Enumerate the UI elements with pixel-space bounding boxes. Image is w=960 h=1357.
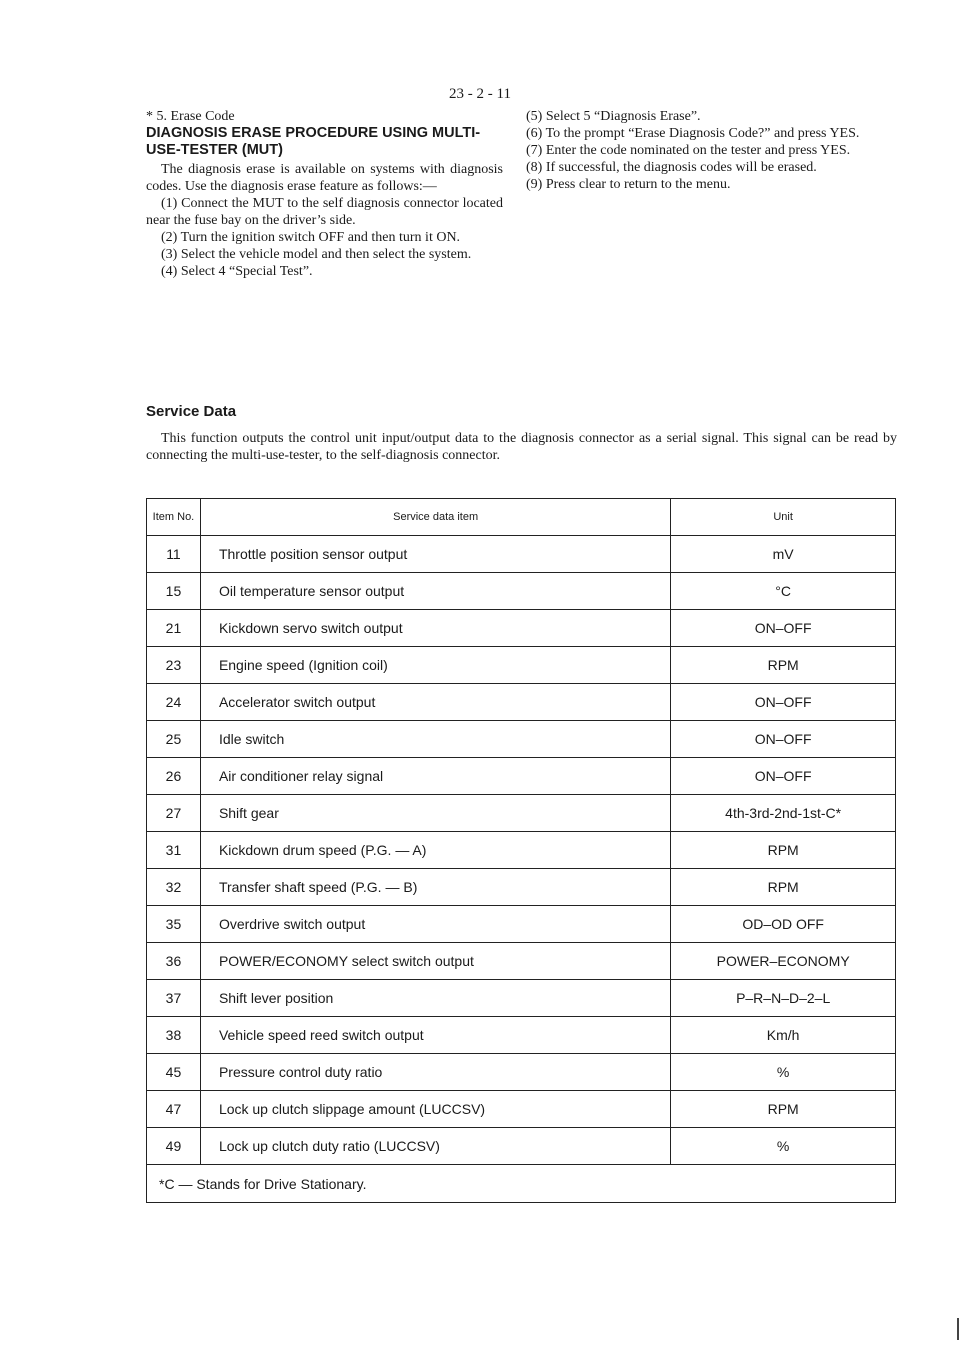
page-number: 23 - 2 - 11 [449, 86, 511, 102]
scan-mark-line [957, 1318, 959, 1340]
table-row [147, 980, 896, 1017]
unit: POWER–ECONOMY [671, 943, 896, 980]
service-data-item: Pressure control duty ratio [200, 1054, 670, 1091]
unit: RPM [671, 832, 896, 869]
item-number: 27 [147, 795, 201, 832]
unit: ON–OFF [671, 684, 896, 721]
service-data-item: Throttle position sensor output [200, 536, 670, 573]
step-6: (6) To the prompt “Erase Diagnosis Code?” and press YES. [526, 126, 860, 141]
step-9: (9) Press clear to return to the menu. [526, 177, 731, 192]
item-number: 23 [147, 647, 201, 684]
item-number: 49 [147, 1128, 201, 1165]
table-row [147, 684, 896, 721]
unit: 4th-3rd-2nd-1st-C* [671, 795, 896, 832]
service-data-item: Lock up clutch slippage amount (LUCCSV) [200, 1091, 670, 1128]
unit: Km/h [671, 1017, 896, 1054]
service-data-item: Engine speed (Ignition coil) [200, 647, 670, 684]
service-data-heading: Service Data [146, 403, 237, 420]
item-number: 25 [147, 721, 201, 758]
step-8: (8) If successful, the diagnosis codes will be erased. [526, 160, 817, 175]
section-marker: * 5. Erase Code [146, 109, 235, 124]
table-row [147, 795, 896, 832]
footnote: *C — Stands for Drive Stationary. [147, 1165, 896, 1203]
item-number: 32 [147, 869, 201, 906]
unit: RPM [671, 1091, 896, 1128]
unit: ON–OFF [671, 758, 896, 795]
table-row [147, 832, 896, 869]
unit: RPM [671, 869, 896, 906]
table-row [147, 1017, 896, 1054]
footnote-row [147, 1165, 896, 1203]
item-number: 35 [147, 906, 201, 943]
table-row [147, 573, 896, 610]
unit: P–R–N–D–2–L [671, 980, 896, 1017]
unit: % [671, 1054, 896, 1091]
table-row [147, 906, 896, 943]
service-data-item: Accelerator switch output [200, 684, 670, 721]
service-data-item: Shift gear [200, 795, 670, 832]
service-data-item: Kickdown drum speed (P.G. — A) [200, 832, 670, 869]
table-row [147, 536, 896, 573]
item-number: 26 [147, 758, 201, 795]
item-number: 15 [147, 573, 201, 610]
unit: % [671, 1128, 896, 1165]
unit: ON–OFF [671, 610, 896, 647]
table-row [147, 869, 896, 906]
service-data-table [146, 498, 896, 1203]
step-2: (2) Turn the ignition switch OFF and then turn it ON. [161, 230, 461, 245]
unit: mV [671, 536, 896, 573]
item-number: 38 [147, 1017, 201, 1054]
table-row [147, 610, 896, 647]
left-column [146, 108, 503, 280]
item-number: 47 [147, 1091, 201, 1128]
item-number: 36 [147, 943, 201, 980]
service-data-table-wrapper [146, 498, 896, 1203]
item-number: 11 [147, 536, 201, 573]
service-data-item: Air conditioner relay signal [200, 758, 670, 795]
service-data-intro: This function outputs the control unit input/output data to the diagnosis connector as a serial signal. This signal can be read by connecting the multi-use-tester, to the self-diagnosis connector. [146, 431, 897, 463]
step-3: (3) Select the vehicle model and then select the system. [161, 247, 472, 262]
item-number: 45 [147, 1054, 201, 1091]
item-number: 21 [147, 610, 201, 647]
service-data-item: Idle switch [200, 721, 670, 758]
service-data-item: Shift lever position [200, 980, 670, 1017]
service-data-item: POWER/ECONOMY select switch output [200, 943, 670, 980]
table-row [147, 1128, 896, 1165]
table-row [147, 1091, 896, 1128]
table-row [147, 647, 896, 684]
header-item-no: Item No. [147, 499, 201, 536]
service-data-item: Transfer shaft speed (P.G. — B) [200, 869, 670, 906]
table-row [147, 758, 896, 795]
service-data-item: Oil temperature sensor output [200, 573, 670, 610]
service-data-item: Vehicle speed reed switch output [200, 1017, 670, 1054]
table-row [147, 1054, 896, 1091]
item-number: 24 [147, 684, 201, 721]
unit: OD–OD OFF [671, 906, 896, 943]
erase-intro: The diagnosis erase is available on systems with diagnosis codes. Use the diagnosis erase feature as follows:— [146, 162, 503, 194]
step-7: (7) Enter the code nominated on the tester and press YES. [526, 143, 851, 158]
right-column [511, 108, 897, 193]
unit: ON–OFF [671, 721, 896, 758]
unit: RPM [671, 647, 896, 684]
table-row [147, 721, 896, 758]
service-data-item: Overdrive switch output [200, 906, 670, 943]
step-4: (4) Select 4 “Special Test”. [161, 264, 313, 279]
step-5: (5) Select 5 “Diagnosis Erase”. [526, 109, 701, 124]
step-1: (1) Connect the MUT to the self diagnosis connector located near the fuse bay on the driver’s side. [146, 196, 503, 228]
table-body [147, 536, 896, 1165]
service-data-item: Lock up clutch duty ratio (LUCCSV) [200, 1128, 670, 1165]
service-data-item: Kickdown servo switch output [200, 610, 670, 647]
header-service-data-item: Service data item [200, 499, 670, 536]
item-number: 31 [147, 832, 201, 869]
table-header-row [147, 499, 896, 536]
item-number: 37 [147, 980, 201, 1017]
header-unit: Unit [671, 499, 896, 536]
unit: °C [671, 573, 896, 610]
erase-procedure-heading: DIAGNOSIS ERASE PROCEDURE USING MULTI-USE-TESTER (MUT) [146, 125, 481, 158]
table-row [147, 943, 896, 980]
